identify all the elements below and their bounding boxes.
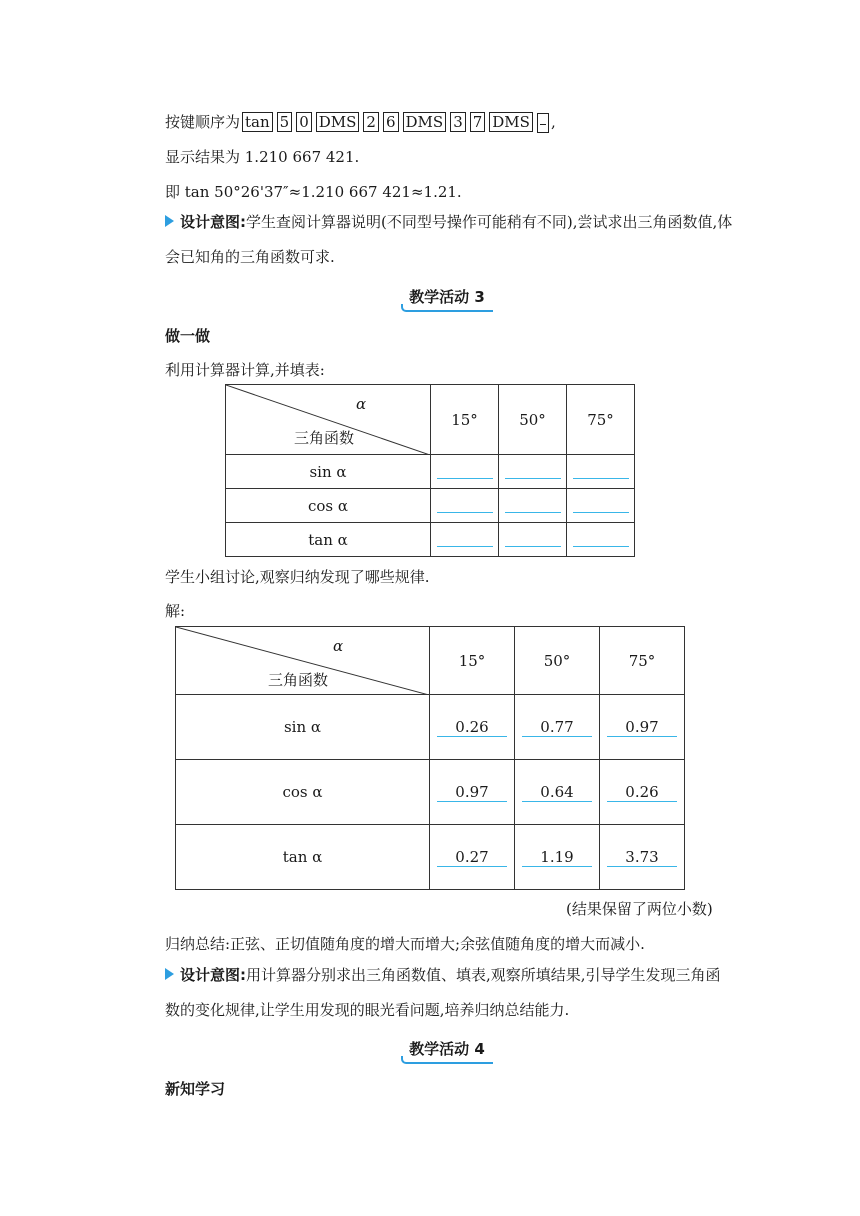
triangle-bullet-icon <box>165 215 174 227</box>
answer-cell: 0.64 <box>515 760 600 825</box>
key-0: 0 <box>296 112 312 132</box>
row-label-tan: tan α <box>176 825 430 890</box>
function-header: 三角函数 <box>268 671 329 689</box>
result-line: 即 tan 50°26'37″≈1.210 667 421≈1.21. <box>165 183 462 201</box>
design-intent-text: 用计算器分别求出三角函数值、填表,观察所填结果,引导学生发现三角函数的变化规律,让学生用发现的眼光看问题,培养归纳总结能力. <box>165 966 721 1019</box>
key-dms-1: DMS <box>316 112 360 132</box>
answer-cell: 0.27 <box>430 825 515 890</box>
design-intent-1 <box>165 205 735 275</box>
activity-underline-decoration <box>401 304 493 312</box>
discussion-line: 学生小组讨论,观察归纳发现了哪些规律. <box>165 568 430 586</box>
function-header: 三角函数 <box>294 429 355 447</box>
design-intent-label: 设计意图: <box>180 966 246 984</box>
blank-cell <box>431 523 499 557</box>
design-intent-text: 学生查阅计算器说明(不同型号操作可能稍有不同),尝试求出三角函数值,体会已知角的三角函数可求. <box>165 213 733 266</box>
angle-header-50: 50° <box>499 385 567 455</box>
row-label-sin: sin α <box>176 695 430 760</box>
row-label-sin: sin α <box>226 455 431 489</box>
key-6: 6 <box>383 112 399 132</box>
blank-cell <box>567 489 635 523</box>
key-dms-3: DMS <box>489 112 533 132</box>
answer-cell: 3.73 <box>600 825 685 890</box>
blank-cell <box>499 455 567 489</box>
answer-cell: 0.26 <box>600 760 685 825</box>
key-sequence-suffix: , <box>550 113 556 131</box>
key-dms-2: DMS <box>403 112 447 132</box>
angle-header-50: 50° <box>515 627 600 695</box>
blank-cell <box>499 489 567 523</box>
blank-table <box>225 384 635 557</box>
answer-cell: 0.97 <box>600 695 685 760</box>
display-result-line: 显示结果为 1.210 667 421. <box>165 148 360 166</box>
answer-table <box>175 626 685 890</box>
angle-header-15: 15° <box>430 627 515 695</box>
key-sequence-prefix: 按键顺序为 <box>165 113 241 131</box>
answer-cell: 0.77 <box>515 695 600 760</box>
activity-3-heading: 教学活动 3 <box>403 286 491 307</box>
key-7: 7 <box>470 112 486 132</box>
instruction-line: 利用计算器计算,并填表: <box>165 361 325 379</box>
solution-label: 解: <box>165 602 186 620</box>
key-2: 2 <box>363 112 379 132</box>
new-knowledge-heading: 新知学习 <box>165 1080 226 1098</box>
answer-cell: 0.26 <box>430 695 515 760</box>
key-sequence-line <box>165 112 556 133</box>
angle-header-15: 15° <box>431 385 499 455</box>
alpha-header: α <box>356 395 367 413</box>
key-3: 3 <box>450 112 466 132</box>
key-5: 5 <box>277 112 293 132</box>
alpha-header: α <box>333 637 344 655</box>
row-label-cos: cos α <box>176 760 430 825</box>
blank-cell <box>499 523 567 557</box>
design-intent-label: 设计意图: <box>180 213 246 231</box>
activity-underline-decoration <box>401 1056 493 1064</box>
angle-header-75: 75° <box>567 385 635 455</box>
key-tan: tan <box>242 112 273 132</box>
triangle-bullet-icon <box>165 968 174 980</box>
answer-cell: 1.19 <box>515 825 600 890</box>
blank-cell <box>431 455 499 489</box>
key-equals <box>537 113 549 133</box>
activity-4-heading: 教学活动 4 <box>403 1038 491 1059</box>
design-intent-2 <box>165 958 735 1028</box>
blank-cell <box>567 523 635 557</box>
do-it-heading: 做一做 <box>165 327 211 345</box>
summary-line: 归纳总结:正弦、正切值随角度的增大而增大;余弦值随角度的增大而减小. <box>165 935 645 953</box>
answer-cell: 0.97 <box>430 760 515 825</box>
row-label-tan: tan α <box>226 523 431 557</box>
blank-cell <box>431 489 499 523</box>
blank-cell <box>567 455 635 489</box>
angle-header-75: 75° <box>600 627 685 695</box>
header-diagonal-cell <box>226 385 431 455</box>
row-label-cos: cos α <box>226 489 431 523</box>
rounding-note: (结果保留了两位小数) <box>566 900 713 918</box>
answer-header-diagonal-cell <box>176 627 430 695</box>
